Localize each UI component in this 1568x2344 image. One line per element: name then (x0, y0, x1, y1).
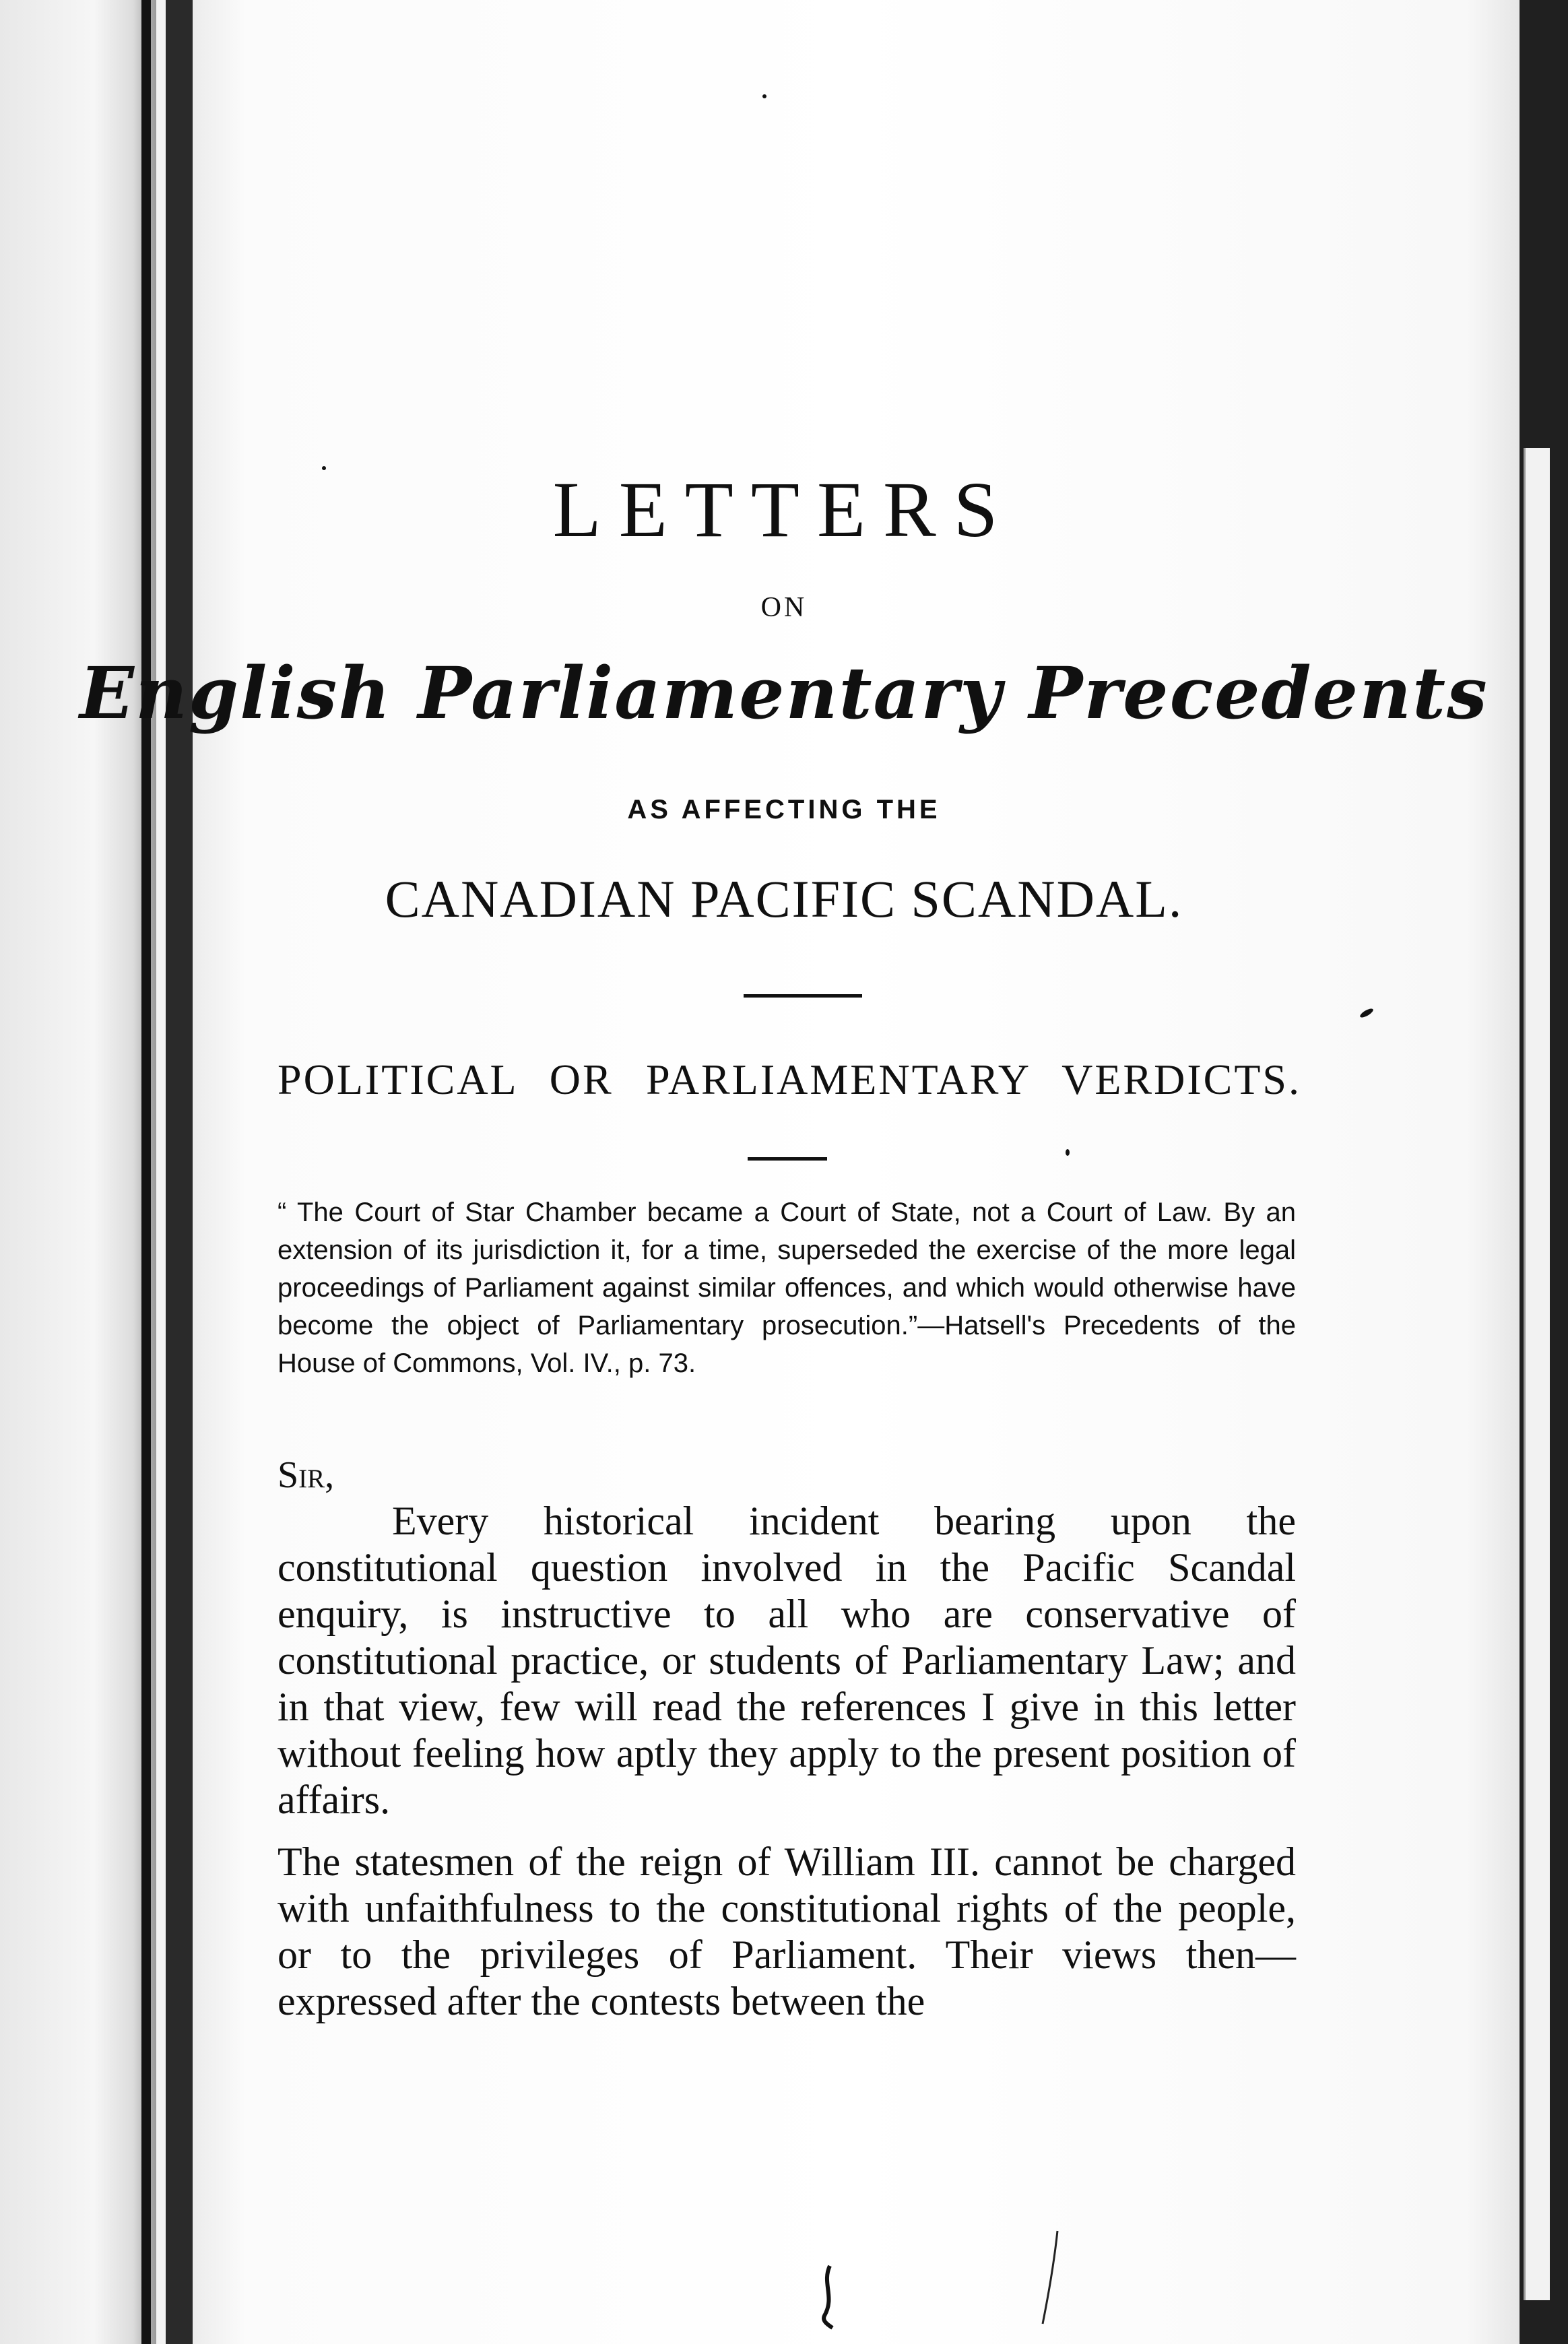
body-paragraph-1: Every historical incident bearing upon the constitutional question involved in the Pacific Scandal enquiry, is instructive to all who are conservative of constitutional practice, or students of Parliamentary Law; and in that view, few will read the references I give in this letter without feeling how aptly they apply to the present position of affairs. (277, 1499, 1296, 1822)
binding-margin (0, 0, 156, 2344)
section-heading: POLITICAL OR PARLIAMENTARY VERDICTS. (277, 1055, 1301, 1103)
document-scandal-title: CANADIAN PACIFIC SCANDAL. (385, 870, 1183, 928)
ink-speck (1066, 1149, 1070, 1156)
binding-edge-line (141, 0, 151, 2344)
title-connector: ON (760, 592, 808, 623)
document-subject: English Parliamentary Precedents (79, 651, 1489, 735)
body-paragraph-2: The statesmen of the reign of William III. cannot be charged with unfaithfulness to the constitutional rights of the people, or to the privileges of Parliament. Their views then—expressed after the contests between the (277, 1840, 1296, 2023)
ink-speck (762, 94, 766, 98)
title-affecting-line: AS AFFECTING THE (627, 795, 941, 824)
document-title: LETTERS (552, 465, 1016, 554)
title-divider-rule (744, 994, 862, 998)
margin-scribble-mark (815, 2263, 842, 2331)
gutter-shadow (166, 0, 193, 2344)
margin-scribble-mark (1037, 2229, 1064, 2331)
salutation: Sir, (277, 1454, 335, 1496)
epigraph-quotation: “ The Court of Star Chamber became a Court of State, not a Court of Law. By an extension of its jurisdiction it, for a time, superseded the exercise of the more legal proceedings of Parliament against similar offences, and which would otherwise have become the object of Parliamentary prosecution.”—Hatsell's Precedents of the House of Commons, Vol. IV., p. 73. (277, 1198, 1296, 1378)
section-divider-rule (748, 1157, 827, 1161)
